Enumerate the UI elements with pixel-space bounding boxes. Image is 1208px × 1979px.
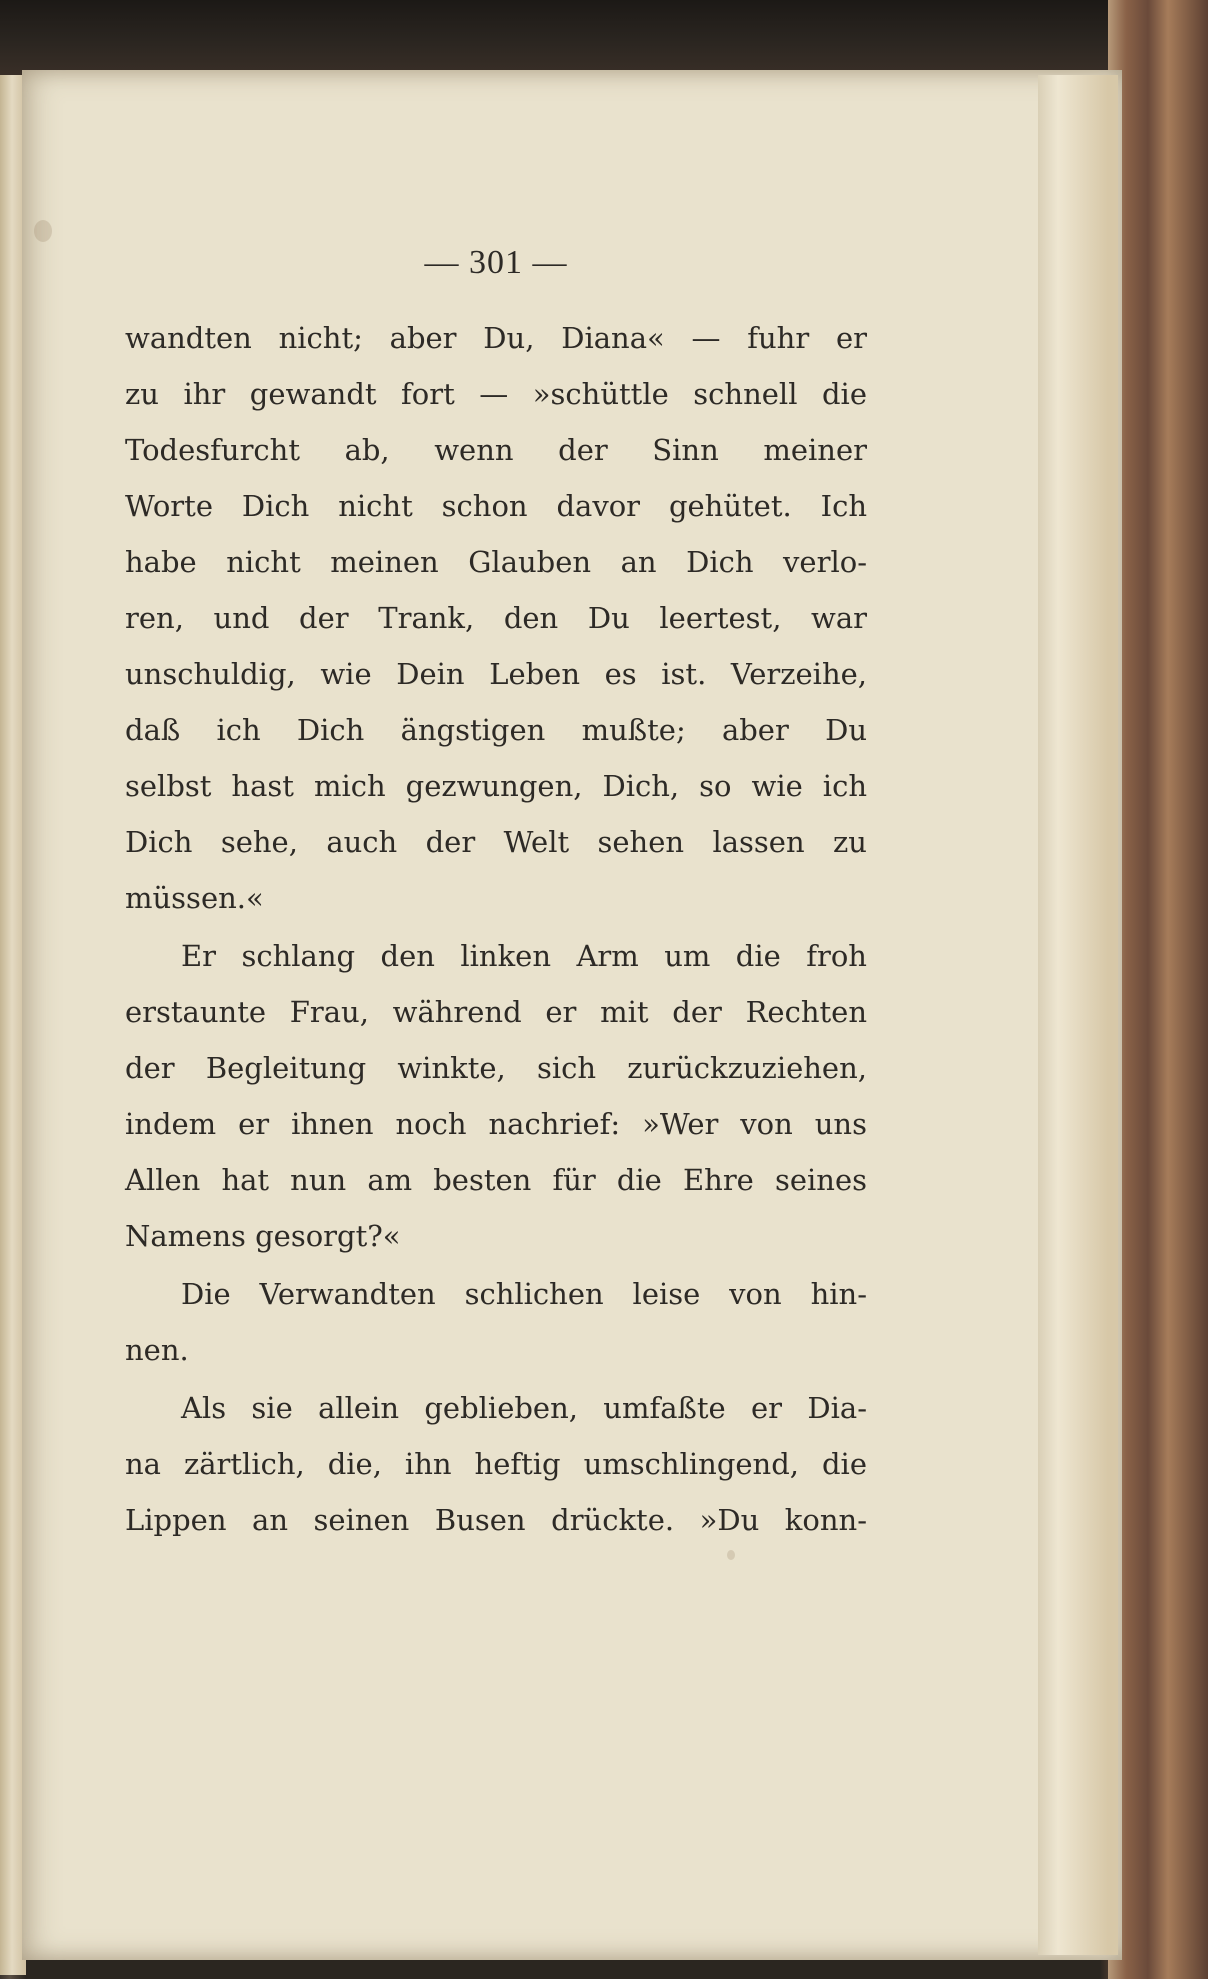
top-shadow — [0, 0, 1208, 80]
paragraph-first-line: Die Verwandten schlichen leise von hin- — [181, 1277, 867, 1311]
text-line: Namens gesorgt?« — [125, 1219, 401, 1253]
text-line: der Begleitung winkte, sich zurückzuziehen, — [125, 1051, 867, 1085]
book-cover-edge — [1108, 0, 1208, 1979]
text-line: habe nicht meinen Glauben an Dich verlo- — [125, 545, 867, 579]
text-line: selbst hast mich gezwungen, Dich, so wie ich — [125, 769, 867, 803]
page-gutter-right — [1038, 75, 1118, 1955]
paragraph-first-line: Als sie allein geblieben, umfaßte er Dia- — [181, 1391, 867, 1425]
paper-stain — [34, 220, 52, 242]
text-line: müssen.« — [125, 881, 264, 915]
text-line: zu ihr gewandt fort — »schüttle schnell die — [125, 377, 867, 411]
text-line: Allen hat nun am besten für die Ehre seines — [125, 1163, 867, 1197]
text-line: ren, und der Trank, den Du leertest, war — [125, 601, 867, 635]
text-line: na zärtlich, die, ihn heftig umschlingend, die — [125, 1447, 867, 1481]
text-line: Lippen an seinen Busen drückte. »Du konn- — [125, 1503, 867, 1537]
text-line: unschuldig, wie Dein Leben es ist. Verzeihe, — [125, 657, 867, 691]
text-line: Worte Dich nicht schon davor gehütet. Ich — [125, 489, 867, 523]
text-line: daß ich Dich ängstigen mußte; aber Du — [125, 713, 867, 747]
paragraph-first-line: Er schlang den linken Arm um die froh — [181, 939, 867, 973]
text-line: wandten nicht; aber Du, Diana« — fuhr er — [125, 321, 867, 355]
text-line: erstaunte Frau, während er mit der Rechten — [125, 995, 867, 1029]
text-line: Todesfurcht ab, wenn der Sinn meiner — [125, 433, 867, 467]
text-line: indem er ihnen noch nachrief: »Wer von uns — [125, 1107, 867, 1141]
text-line: nen. — [125, 1333, 189, 1367]
page-number: — 301 — — [424, 244, 568, 281]
text-line: Dich sehe, auch der Welt sehen lassen zu — [125, 825, 867, 859]
paper-stain — [727, 1550, 735, 1560]
